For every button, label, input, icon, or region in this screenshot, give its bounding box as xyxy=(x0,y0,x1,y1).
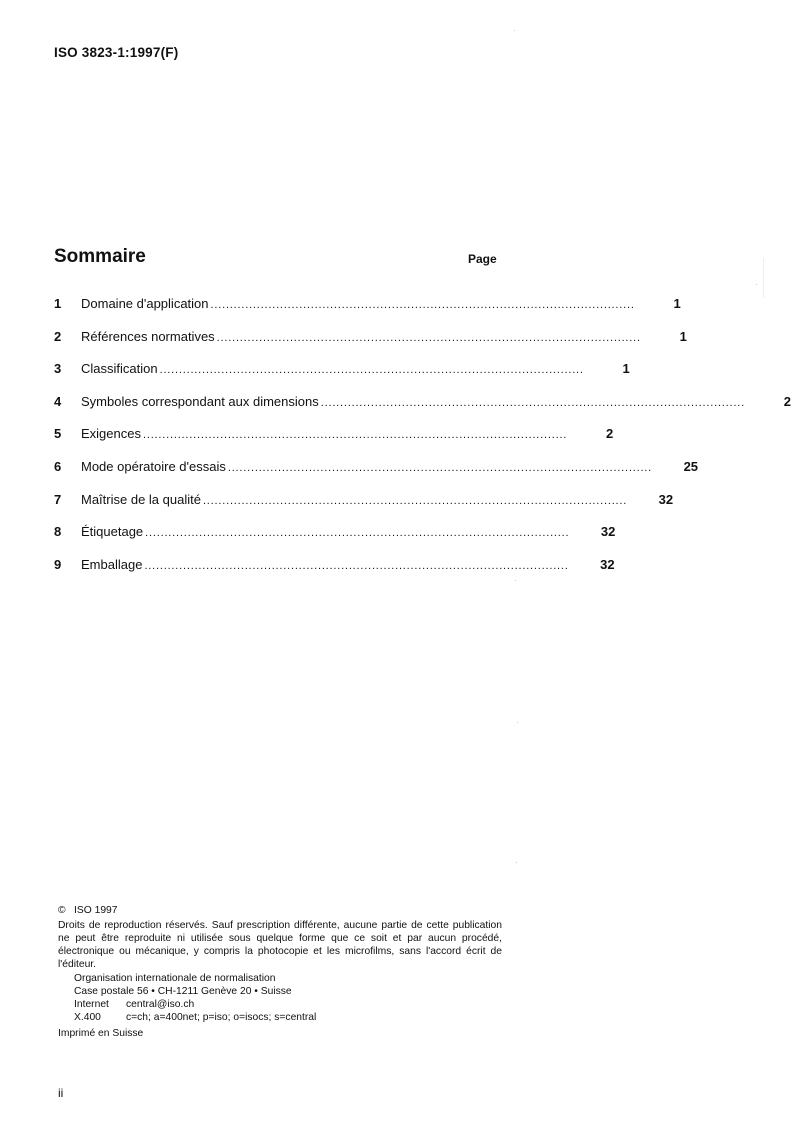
toc-entry-page: 32 xyxy=(600,524,616,540)
internet-label: Internet xyxy=(74,999,109,1010)
organization-address xyxy=(74,972,502,1024)
scan-speck xyxy=(756,284,757,285)
internet-row xyxy=(74,998,502,1011)
toc-entry-number: 1 xyxy=(54,296,62,311)
scan-speck xyxy=(516,862,517,863)
toc-entry-title: Références normatives xyxy=(81,328,215,344)
toc-entry xyxy=(54,361,630,394)
toc-entry-title: Mode opératoire d'essais xyxy=(81,458,226,474)
toc-leader-dots: .............................................................................................................. xyxy=(210,299,635,311)
toc-entry-number: 6 xyxy=(54,458,62,474)
toc-entry-number: 2 xyxy=(54,328,62,344)
toc-entry xyxy=(54,296,681,329)
toc-entry-title: Domaine d'application xyxy=(81,296,209,311)
postal-address: Case postale 56 • CH-1211 Genève 20 • Suisse xyxy=(74,986,292,997)
toc-entry-number: 9 xyxy=(54,556,62,572)
copyright-icon: © xyxy=(58,905,66,916)
toc-entry-page: 1 xyxy=(622,361,630,377)
toc-entry-number: 8 xyxy=(54,524,62,540)
toc-leader-dots: .............................................................................................................. xyxy=(142,429,568,442)
toc-entry-number: 7 xyxy=(54,491,62,507)
toc-entry-title: Symboles correspondant aux dimensions xyxy=(81,393,319,409)
toc-entry xyxy=(54,491,674,525)
toc-entry xyxy=(54,426,614,459)
toc-entry-title: Maîtrise de la qualité xyxy=(81,491,201,507)
toc-entry-page: 32 xyxy=(658,491,674,507)
toc-leader-dots: .............................................................................................................. xyxy=(320,396,745,409)
toc-entry-page: 2 xyxy=(783,393,791,409)
toc-entry xyxy=(54,393,791,427)
toc-entry-page: 1 xyxy=(673,296,681,311)
toc-entry-page: 1 xyxy=(679,328,687,344)
printed-in: Imprimé en Suisse xyxy=(58,1028,144,1039)
toc-entry-title: Étiquetage xyxy=(81,524,144,540)
x400-label: X.400 xyxy=(74,1012,101,1023)
toc-page-label: Page xyxy=(468,252,497,266)
scan-speck xyxy=(763,258,764,298)
toc-leader-dots: .............................................................................................................. xyxy=(202,494,628,507)
toc-leader-dots: .............................................................................................................. xyxy=(227,461,653,474)
rights-notice: Droits de reproduction réservés. Sauf prescription différente, aucune partie de cette publication ne peut être reproduite ni utilisée sous quelque forme que ce soit et par aucun procédé, électronique ou mécanique, y compris la photocopie et les microfilms, sans l'accord écrit de l'éditeur. xyxy=(58,920,502,970)
scan-speck xyxy=(514,30,515,31)
toc-entry xyxy=(54,556,615,590)
toc-leader-dots: .............................................................................................................. xyxy=(159,364,584,377)
scan-speck xyxy=(517,722,518,723)
internet-address: central@iso.ch xyxy=(126,999,195,1010)
table-of-contents xyxy=(54,296,791,589)
toc-entry xyxy=(54,524,616,557)
toc-entry-title: Emballage xyxy=(81,556,143,572)
toc-entry-page: 25 xyxy=(683,458,699,474)
toc-leader-dots: .............................................................................................................. xyxy=(145,527,570,540)
toc-entry-page: 2 xyxy=(605,426,614,442)
x400-address: c=ch; a=400net; p=iso; o=isocs; s=central xyxy=(126,1012,317,1023)
copyright-year: ISO 1997 xyxy=(74,905,118,916)
toc-entry-title: Exigences xyxy=(81,426,141,442)
document-id: ISO 3823-1:1997(F) xyxy=(54,45,179,60)
x400-row xyxy=(74,1011,502,1024)
scan-speck xyxy=(515,580,516,581)
toc-entry-number: 5 xyxy=(54,426,62,442)
organization-name: Organisation internationale de normalisation xyxy=(74,973,276,984)
toc-entry-number: 3 xyxy=(54,361,62,377)
toc-leader-dots: .............................................................................................................. xyxy=(216,331,641,344)
page-number: ii xyxy=(58,1086,64,1100)
toc-entry xyxy=(54,328,687,362)
copyright-line xyxy=(58,904,502,917)
copyright-block xyxy=(58,904,502,1040)
toc-leader-dots: .............................................................................................................. xyxy=(144,559,569,572)
toc-entry-title: Classification xyxy=(81,361,158,377)
toc-heading: Sommaire xyxy=(54,246,146,267)
toc-entry-page: 32 xyxy=(600,556,615,572)
toc-entry xyxy=(54,458,699,492)
toc-entry-number: 4 xyxy=(54,393,62,409)
